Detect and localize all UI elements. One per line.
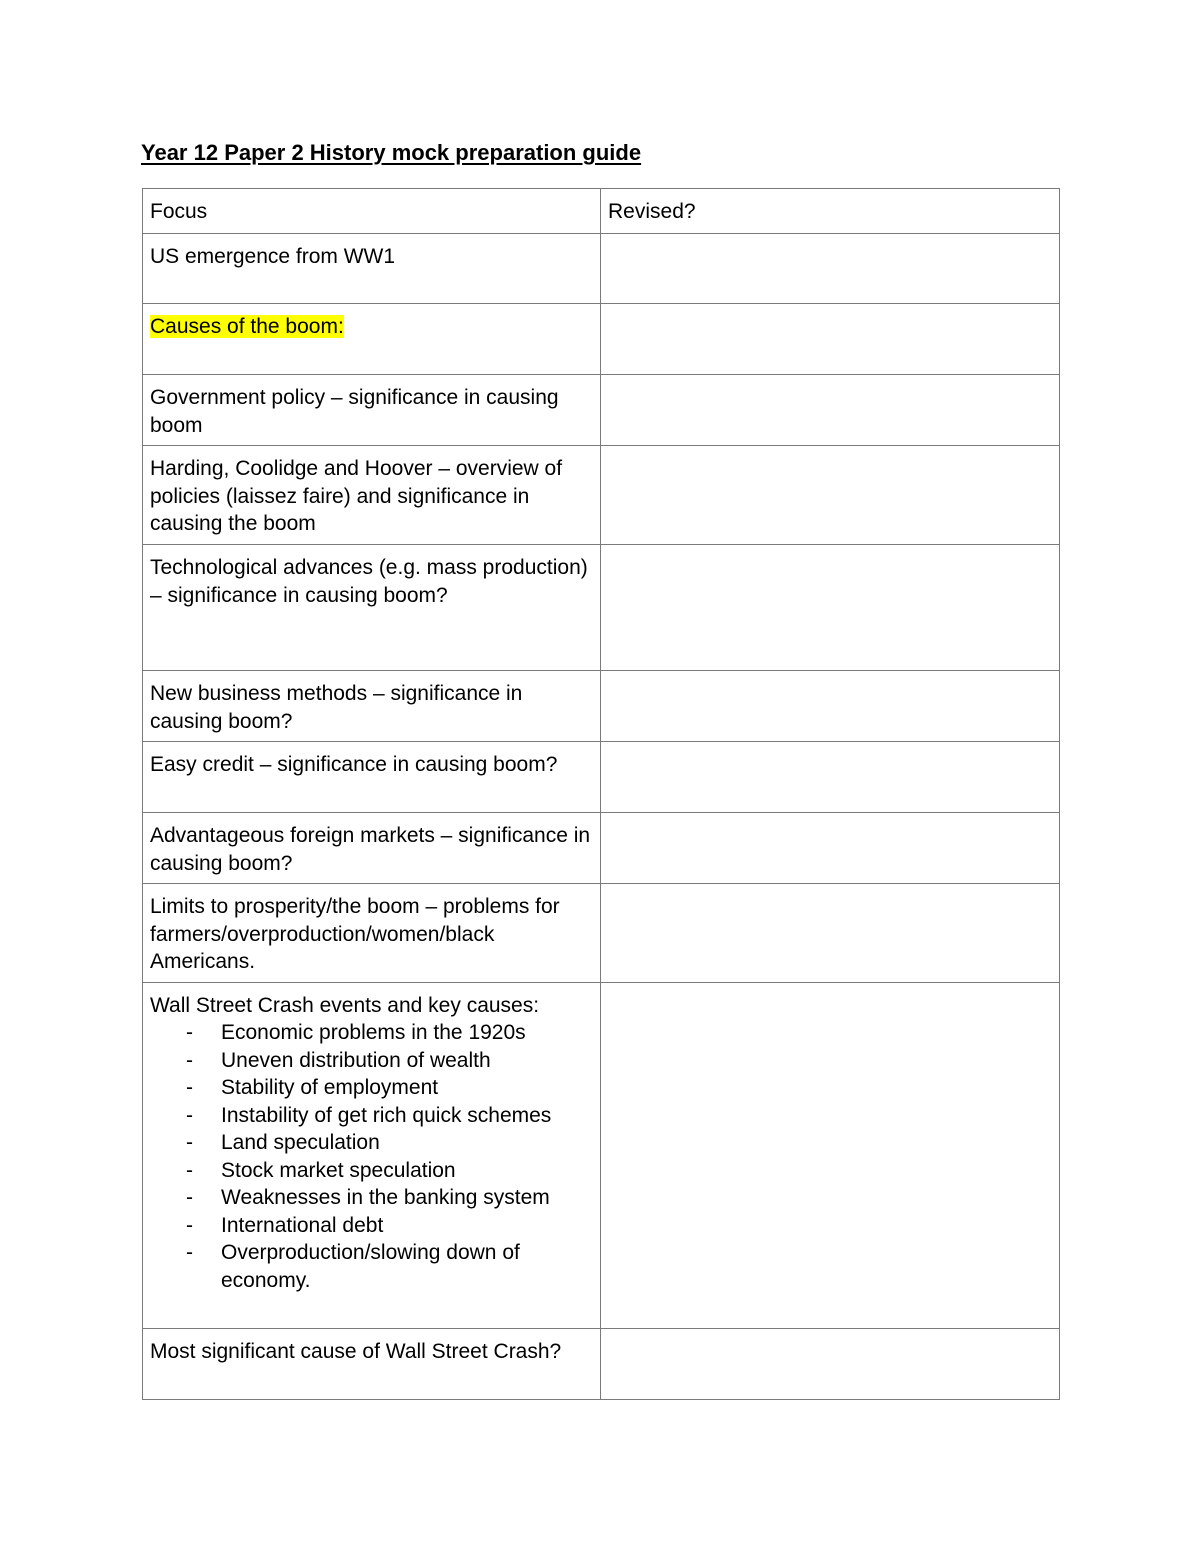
bullet-dash: - (186, 1241, 193, 1264)
bullet-dash: - (186, 1186, 193, 1209)
list-item (150, 1184, 592, 1212)
list-item (150, 1102, 592, 1130)
focus-cell: Harding, Coolidge and Hoover – overview of policies (laissez faire) and significance in causing the boom (143, 446, 601, 545)
bullet-dash: - (186, 1158, 193, 1182)
header-focus: Focus (143, 189, 601, 234)
list-item-text: Land speculation (221, 1131, 380, 1154)
focus-cell: US emergence from WW1 (143, 234, 601, 304)
bullet-dash: - (186, 1213, 193, 1237)
list-item-text: Uneven distribution of wealth (221, 1048, 491, 1072)
list-item-text: Weaknesses in the banking system (221, 1186, 550, 1209)
focus-cell: Advantageous foreign markets – significance in causing boom? (143, 813, 601, 884)
list-item (150, 1212, 592, 1240)
focus-cell: Technological advances (e.g. mass production) – significance in causing boom? (143, 545, 601, 671)
wall-street-crash-heading: Wall Street Crash events and key causes: (150, 993, 540, 1017)
table-row (143, 1328, 1060, 1399)
list-item (150, 1074, 592, 1102)
highlighted-heading: Causes of the boom: (150, 315, 344, 338)
bullet-dash: - (186, 1131, 193, 1154)
revised-cell[interactable] (601, 1328, 1060, 1399)
bullet-dash: - (186, 1021, 193, 1044)
revised-cell[interactable] (601, 545, 1060, 671)
list-item-text: Stock market speculation (221, 1158, 456, 1182)
table-row (143, 304, 1060, 375)
header-revised: Revised? (601, 189, 1060, 234)
focus-cell: Easy credit – significance in causing boom? (143, 742, 601, 813)
revised-cell[interactable] (601, 982, 1060, 1328)
revised-cell[interactable] (601, 813, 1060, 884)
table-row (143, 884, 1060, 983)
focus-cell: Most significant cause of Wall Street Crash? (143, 1328, 601, 1399)
focus-cell: Limits to prosperity/the boom – problems for farmers/overproduction/women/black Americans. (143, 884, 601, 983)
list-item (150, 1019, 592, 1047)
list-item (150, 1239, 592, 1294)
causes-list (150, 1019, 592, 1294)
bullet-dash: - (186, 1103, 193, 1127)
list-item (150, 1047, 592, 1075)
focus-cell: New business methods – significance in causing boom? (143, 671, 601, 742)
table-row (143, 446, 1060, 545)
list-item-text: Stability of employment (221, 1076, 439, 1099)
list-item (150, 1129, 592, 1157)
list-item-text: Overproduction/slowing down of economy. (221, 1241, 520, 1292)
page-title: Year 12 Paper 2 History mock preparation guide (141, 140, 642, 165)
bullet-dash: - (186, 1048, 193, 1072)
bullet-dash: - (186, 1076, 193, 1099)
revised-cell[interactable] (601, 742, 1060, 813)
table-header-row (143, 189, 1060, 234)
revised-cell[interactable] (601, 234, 1060, 304)
revised-cell[interactable] (601, 446, 1060, 545)
list-item (150, 1157, 592, 1185)
revised-cell[interactable] (601, 304, 1060, 375)
table-row (143, 742, 1060, 813)
table-row (143, 375, 1060, 446)
focus-cell (143, 304, 601, 375)
table-row (143, 982, 1060, 1328)
table-row (143, 813, 1060, 884)
focus-cell (143, 982, 601, 1328)
revised-cell[interactable] (601, 671, 1060, 742)
focus-cell: Government policy – significance in causing boom (143, 375, 601, 446)
table-row (143, 671, 1060, 742)
revised-cell[interactable] (601, 884, 1060, 983)
list-item-text: Economic problems in the 1920s (221, 1021, 526, 1044)
list-item-text: International debt (221, 1213, 384, 1237)
list-item-text: Instability of get rich quick schemes (221, 1103, 552, 1127)
table-row (143, 234, 1060, 304)
revision-table (142, 188, 1060, 1400)
table-row (143, 545, 1060, 671)
revised-cell[interactable] (601, 375, 1060, 446)
